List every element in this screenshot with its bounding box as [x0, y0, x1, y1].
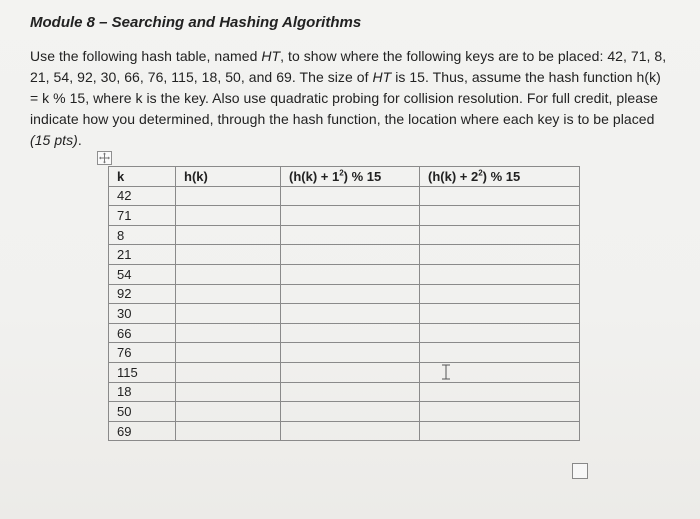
- table-row: [109, 304, 580, 324]
- table-row: [109, 362, 580, 382]
- key-cell[interactable]: 50: [109, 402, 176, 422]
- table-row: [109, 284, 580, 304]
- probe1-cell[interactable]: [281, 186, 420, 206]
- instructions-text-4: .: [77, 132, 82, 148]
- hk-cell[interactable]: [176, 421, 281, 441]
- table-row: [109, 245, 580, 265]
- instructions-text-2: , to show where the following keys are to be placed: 42, 71, 8, 21, 54, 92, 30, 66, 76, 115, 18, 50, and 69. The size of: [30, 48, 667, 85]
- table-row: [109, 206, 580, 226]
- hk-cell[interactable]: [176, 402, 281, 422]
- key-cell[interactable]: 76: [109, 343, 176, 363]
- key-cell[interactable]: 18: [109, 382, 176, 402]
- hk-cell[interactable]: [176, 382, 281, 402]
- probe1-cell[interactable]: [281, 323, 420, 343]
- module-heading: Module 8 – Searching and Hashing Algorithms: [30, 14, 362, 31]
- probe2-cell[interactable]: [420, 343, 580, 363]
- probe1-exp: 2: [339, 168, 344, 178]
- header-hk[interactable]: h(k): [176, 167, 281, 187]
- hk-cell[interactable]: [176, 264, 281, 284]
- probe2-cell[interactable]: [420, 304, 580, 324]
- probe2-suffix: ) % 15: [482, 168, 521, 184]
- probe1-cell[interactable]: [281, 245, 420, 265]
- probe1-prefix: (h(k) + 1: [289, 168, 340, 184]
- table-row: [109, 343, 580, 363]
- header-probe1[interactable]: [281, 167, 420, 187]
- probe1-cell[interactable]: [281, 304, 420, 324]
- probe2-cell[interactable]: [420, 206, 580, 226]
- move-handle-icon[interactable]: [97, 151, 112, 165]
- text-cursor-icon: [440, 364, 452, 380]
- table-row: [109, 402, 580, 422]
- key-cell[interactable]: 8: [109, 225, 176, 245]
- hk-cell[interactable]: [176, 245, 281, 265]
- probe1-cell[interactable]: [281, 284, 420, 304]
- key-cell[interactable]: 71: [109, 206, 176, 226]
- table-row: [109, 421, 580, 441]
- probe2-cell[interactable]: [420, 225, 580, 245]
- table-row: [109, 264, 580, 284]
- probe2-cell[interactable]: [420, 245, 580, 265]
- hk-cell[interactable]: [176, 304, 281, 324]
- probe2-cell[interactable]: [420, 186, 580, 206]
- probe1-cell[interactable]: [281, 206, 420, 226]
- table-row: [109, 323, 580, 343]
- probe2-cell[interactable]: [420, 402, 580, 422]
- key-cell[interactable]: 92: [109, 284, 176, 304]
- probe1-cell[interactable]: [281, 264, 420, 284]
- probe2-cell[interactable]: [420, 284, 580, 304]
- probe2-cell[interactable]: [420, 421, 580, 441]
- points-label: (15 pts): [30, 132, 78, 148]
- hk-cell[interactable]: [176, 323, 281, 343]
- probe2-cell[interactable]: [420, 382, 580, 402]
- table-row: [109, 225, 580, 245]
- resize-handle-icon[interactable]: [572, 463, 588, 479]
- probe2-cell[interactable]: [420, 264, 580, 284]
- hk-cell[interactable]: [176, 206, 281, 226]
- probe2-cell[interactable]: [420, 323, 580, 343]
- key-cell[interactable]: 42: [109, 186, 176, 206]
- header-k[interactable]: k: [109, 167, 176, 187]
- ht-name-2: HT: [372, 69, 392, 85]
- instructions-paragraph: [30, 46, 670, 151]
- probe1-cell[interactable]: [281, 421, 420, 441]
- hk-cell[interactable]: [176, 186, 281, 206]
- key-cell[interactable]: 54: [109, 264, 176, 284]
- key-cell[interactable]: 115: [109, 362, 176, 382]
- table-header-row: [109, 167, 580, 187]
- probe1-suffix: ) % 15: [343, 168, 382, 184]
- key-cell[interactable]: 69: [109, 421, 176, 441]
- key-cell[interactable]: 30: [109, 304, 176, 324]
- key-cell[interactable]: 66: [109, 323, 176, 343]
- hk-cell[interactable]: [176, 225, 281, 245]
- probe1-cell[interactable]: [281, 382, 420, 402]
- probe1-cell[interactable]: [281, 362, 420, 382]
- probe1-cell[interactable]: [281, 402, 420, 422]
- table-row: [109, 382, 580, 402]
- probe1-cell[interactable]: [281, 225, 420, 245]
- hk-cell[interactable]: [176, 343, 281, 363]
- instructions-text-1: Use the following hash table, named: [30, 48, 262, 64]
- key-cell[interactable]: 21: [109, 245, 176, 265]
- header-probe2[interactable]: [420, 167, 580, 187]
- hash-table: [108, 166, 580, 441]
- hk-cell[interactable]: [176, 362, 281, 382]
- hk-cell[interactable]: [176, 284, 281, 304]
- instructions-text-3: is 15. Thus, assume the hash function h(k) = k % 15, where k is the key. Also use quadratic probing for collision resolution. For full credit, please indicate how you determined, through the hash function, the location where each key is to be placed: [30, 69, 661, 127]
- probe2-exp: 2: [478, 168, 483, 178]
- ht-name-1: HT: [261, 48, 281, 64]
- probe1-cell[interactable]: [281, 343, 420, 363]
- probe2-prefix: (h(k) + 2: [428, 168, 479, 184]
- table-row: [109, 186, 580, 206]
